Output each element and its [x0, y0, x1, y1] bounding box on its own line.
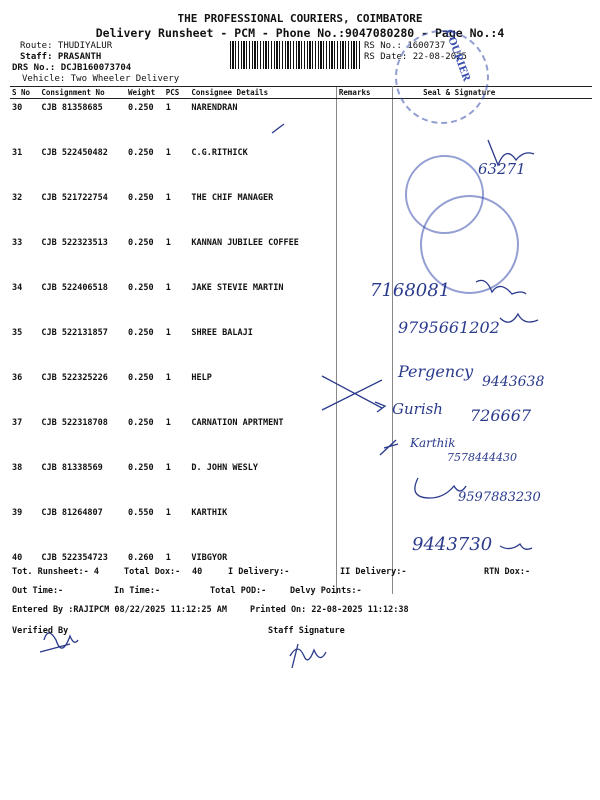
runsheet-title: Delivery Runsheet - PCM - Phone No.:9047080280 - Page No.:4 — [95, 26, 505, 40]
handwriting: 9597883230 — [458, 490, 541, 505]
cell-consignee: KARTHIK — [191, 508, 228, 518]
cell-consignee: HELP — [191, 373, 212, 383]
cell-sno: 34 — [12, 283, 23, 293]
cell-weight: 0.260 — [128, 553, 154, 563]
total-dox-label: Total Dox:- — [124, 567, 181, 577]
printed-on: Printed On: 22-08-2025 11:12:38 — [250, 605, 409, 615]
arrow-mark — [380, 440, 398, 455]
cell-pcs: 1 — [165, 193, 171, 203]
cell-pcs: 1 — [165, 508, 171, 518]
signature-mark — [488, 140, 534, 165]
cell-pcs: 1 — [165, 463, 171, 473]
cell-consignment: CJB 522406518 — [41, 283, 108, 293]
rtn-dox: RTN Dox:- — [484, 567, 531, 577]
route-label: Route: THUDIYALUR — [20, 41, 113, 51]
cell-pcs: 1 — [165, 328, 171, 338]
cell-consignment: CJB 522354723 — [41, 553, 108, 563]
cell-consignment: CJB 522325226 — [41, 373, 108, 383]
cell-consignee: JAKE STEVIE MARTIN — [191, 283, 284, 293]
staff-label: Staff: PRASANTH — [20, 52, 102, 62]
signature-mark — [415, 478, 466, 498]
ii-delivery: II Delivery:- — [340, 567, 407, 577]
handwriting: 726667 — [470, 406, 532, 425]
cell-consignment: CJB 522318708 — [41, 418, 108, 428]
header-consignment: Consignment No — [39, 87, 126, 99]
cell-weight: 0.250 — [128, 328, 154, 338]
cell-consignment: CJB 81338569 — [41, 463, 103, 473]
handwriting: 9443730 — [412, 534, 493, 555]
cell-weight: 0.250 — [128, 193, 154, 203]
verified-by-label: Verified By — [12, 626, 69, 636]
cell-consignment: CJB 81264807 — [41, 508, 103, 518]
cell-sno: 36 — [12, 373, 23, 383]
total-pod: Total POD:- — [210, 586, 267, 596]
cell-consignee: NARENDRAN — [191, 103, 238, 113]
rs-number: RS No.: 1600737 — [364, 41, 446, 51]
cell-sno: 37 — [12, 418, 23, 428]
in-time: In Time:- — [114, 586, 161, 596]
cell-pcs: 1 — [165, 418, 171, 428]
signature-mark — [500, 544, 532, 549]
cell-sno: 32 — [12, 193, 23, 203]
cell-sno: 35 — [12, 328, 23, 338]
cell-consignment: CJB 522131857 — [41, 328, 108, 338]
cell-pcs: 1 — [165, 283, 171, 293]
total-dox-value: 40 — [192, 567, 203, 577]
handwriting: Pergency — [398, 362, 474, 381]
handwriting: 9443638 — [482, 374, 545, 390]
cell-sno: 40 — [12, 553, 23, 563]
cell-consignee: KANNAN JUBILEE COFFEE — [191, 238, 299, 248]
staff-signature — [290, 644, 326, 668]
cell-weight: 0.250 — [128, 418, 154, 428]
handwriting: Karthik — [410, 436, 456, 450]
cell-pcs: 1 — [165, 148, 171, 158]
stamp-text: COURIER — [442, 28, 472, 83]
cell-consignee: CARNATION APRTMENT — [191, 418, 284, 428]
cell-pcs: 1 — [165, 238, 171, 248]
staff-signature-label: Staff Signature — [268, 626, 345, 636]
cell-consignee: VIBGYOR — [191, 553, 228, 563]
cell-consignee: D. JOHN WESLY — [191, 463, 258, 473]
cell-weight: 0.550 — [128, 508, 154, 518]
handwriting: 7168081 — [370, 280, 451, 301]
cross-arrow-mark — [322, 376, 382, 410]
entered-by: Entered By :RAJIPCM 08/22/2025 11:12:25 AM — [12, 605, 227, 615]
header-remarks: Remarks — [336, 87, 392, 99]
check-mark — [272, 124, 284, 133]
cell-weight: 0.250 — [128, 373, 154, 383]
signature-mark — [476, 280, 526, 294]
cell-consignee: C.G.RITHICK — [191, 148, 248, 158]
header-sno: S No — [10, 87, 39, 99]
cell-sno: 38 — [12, 463, 23, 473]
handwriting: Gurish — [392, 400, 443, 418]
cell-sno: 31 — [12, 148, 23, 158]
cell-consignment: CJB 522323513 — [41, 238, 108, 248]
cell-sno: 33 — [12, 238, 23, 248]
cell-weight: 0.250 — [128, 103, 154, 113]
cell-pcs: 1 — [165, 373, 171, 383]
handwriting: 7578444430 — [447, 451, 517, 464]
handwriting: 63271 — [478, 160, 526, 178]
cell-pcs: 1 — [165, 553, 171, 563]
cell-weight: 0.250 — [128, 463, 154, 473]
drs-number: DRS No.: DCJB160073704 — [12, 63, 132, 73]
i-delivery: I Delivery:- — [228, 567, 290, 577]
header-seal: Seal & Signature — [393, 87, 592, 99]
header-pcs: PCS — [164, 87, 190, 99]
handwriting: 9795661202 — [398, 318, 500, 337]
cell-weight: 0.250 — [128, 283, 154, 293]
header-consignee: Consignee Details — [189, 87, 336, 99]
cell-weight: 0.250 — [128, 238, 154, 248]
signature-mark — [500, 314, 538, 322]
cell-sno: 39 — [12, 508, 23, 518]
tot-runsheet: Tot. Runsheet:- 4 — [12, 567, 99, 577]
cell-consignment: CJB 81358685 — [41, 103, 103, 113]
cell-sno: 30 — [12, 103, 23, 113]
cell-consignment: CJB 521722754 — [41, 193, 108, 203]
cell-consignee: SHREE BALAJI — [191, 328, 253, 338]
cell-consignment: CJB 522450482 — [41, 148, 108, 158]
vehicle-label: Vehicle: Two Wheeler Delivery — [22, 74, 180, 84]
rs-date: RS Date: 22-08-2025 — [364, 52, 467, 62]
cell-weight: 0.250 — [128, 148, 154, 158]
out-time: Out Time:- — [12, 586, 64, 596]
header-weight: Weight — [126, 87, 164, 99]
cell-pcs: 1 — [165, 103, 171, 113]
delvy-points: Delvy Points:- — [290, 586, 362, 596]
cell-consignee: THE CHIF MANAGER — [191, 193, 274, 203]
company-title: THE PROFESSIONAL COURIERS, COIMBATORE — [177, 12, 423, 25]
